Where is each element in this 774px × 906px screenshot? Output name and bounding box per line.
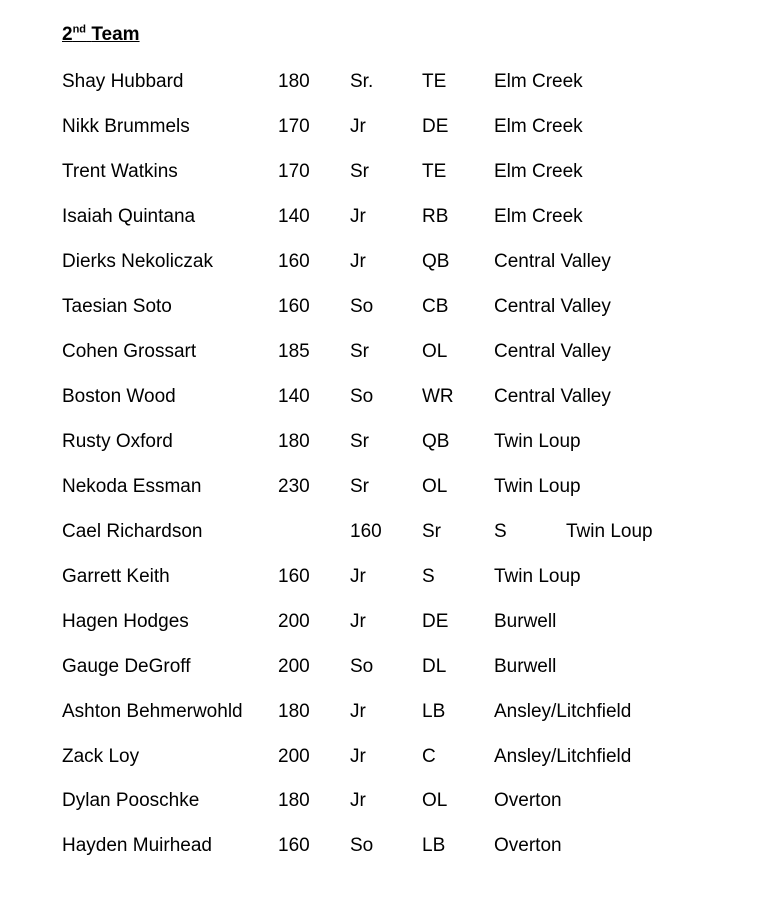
player-school: Elm Creek (494, 206, 583, 227)
player-weight: 170 (278, 116, 310, 137)
player-position: LB (422, 835, 446, 856)
player-row (62, 517, 762, 547)
player-name: Cael Richardson (62, 521, 203, 542)
player-weight: 160 (278, 835, 310, 856)
player-name: Taesian Soto (62, 296, 172, 317)
player-school: Overton (494, 835, 562, 856)
player-school: Ansley/Litchfield (494, 701, 632, 722)
player-school: Twin Loup (494, 566, 581, 587)
player-row (62, 157, 762, 187)
player-row (62, 652, 762, 682)
player-weight: 170 (278, 161, 310, 182)
player-school: Ansley/Litchfield (494, 746, 632, 767)
player-position: QB (422, 251, 450, 272)
player-school: Central Valley (494, 296, 611, 317)
player-position: S (422, 566, 435, 587)
player-name: Hagen Hodges (62, 611, 189, 632)
player-school: Elm Creek (494, 161, 583, 182)
player-position: OL (422, 790, 448, 811)
player-row (62, 831, 762, 861)
player-name: Cohen Grossart (62, 341, 197, 362)
player-weight: 160 (278, 251, 310, 272)
player-name: Dierks Nekoliczak (62, 251, 213, 272)
player-weight: 180 (278, 701, 310, 722)
player-position: QB (422, 431, 450, 452)
player-year: Sr (350, 476, 369, 497)
player-weight: 180 (278, 71, 310, 92)
heading-ordinal-suffix: nd (72, 23, 87, 36)
player-weight: 140 (278, 386, 310, 407)
player-year: Jr (350, 206, 366, 227)
player-row (62, 112, 762, 142)
player-row (62, 247, 762, 277)
player-weight: 185 (278, 341, 310, 362)
player-name: Trent Watkins (62, 161, 178, 182)
player-position: TE (422, 71, 447, 92)
player-weight: 180 (278, 790, 310, 811)
player-weight: 180 (278, 431, 310, 452)
player-position: TE (422, 161, 447, 182)
player-name: Isaiah Quintana (62, 206, 196, 227)
player-name: Garrett Keith (62, 566, 170, 587)
player-year: Jr (350, 566, 366, 587)
player-row (62, 742, 762, 772)
player-row (62, 786, 762, 816)
player-year: So (350, 386, 374, 407)
player-name: Ashton Behmerwohld (62, 701, 243, 722)
player-year: Jr (350, 746, 366, 767)
player-year: Jr (350, 116, 366, 137)
player-school: Twin Loup (494, 431, 581, 452)
player-weight: 200 (278, 611, 310, 632)
player-name: Gauge DeGroff (62, 656, 191, 677)
player-weight: 200 (278, 746, 310, 767)
player-school: Elm Creek (494, 116, 583, 137)
player-year: Jr (350, 251, 366, 272)
heading-label: Team (91, 24, 140, 45)
player-year: Jr (350, 701, 366, 722)
player-position: DE (422, 611, 449, 632)
player-row (62, 427, 762, 457)
player-school: Twin Loup (566, 521, 653, 542)
player-weight: 230 (278, 476, 310, 497)
player-position: WR (422, 386, 454, 407)
player-row (62, 382, 762, 412)
player-year: So (350, 835, 374, 856)
player-school: Burwell (494, 656, 557, 677)
player-position: DE (422, 116, 449, 137)
heading-ordinal: 2 (62, 24, 73, 45)
player-row (62, 292, 762, 322)
player-name: Nikk Brummels (62, 116, 190, 137)
player-weight: 160 (278, 296, 310, 317)
player-weight: 140 (278, 206, 310, 227)
player-school: Overton (494, 790, 562, 811)
player-row (62, 607, 762, 637)
player-school: Twin Loup (494, 476, 581, 497)
player-school: Central Valley (494, 341, 611, 362)
player-year: So (350, 656, 374, 677)
player-name: Shay Hubbard (62, 71, 184, 92)
player-position: OL (422, 476, 448, 497)
player-position: S (494, 521, 507, 542)
player-row (62, 472, 762, 502)
player-school: Burwell (494, 611, 557, 632)
player-name: Nekoda Essman (62, 476, 202, 497)
player-name: Zack Loy (62, 746, 140, 767)
player-name: Rusty Oxford (62, 431, 173, 452)
player-year: Jr (350, 611, 366, 632)
player-position: CB (422, 296, 449, 317)
player-year: Jr (350, 790, 366, 811)
roster-list (62, 0, 762, 906)
player-weight: 160 (350, 521, 382, 542)
player-position: RB (422, 206, 449, 227)
player-position: C (422, 746, 436, 767)
player-position: LB (422, 701, 446, 722)
player-name: Hayden Muirhead (62, 835, 212, 856)
player-row (62, 562, 762, 592)
player-weight: 200 (278, 656, 310, 677)
player-year: So (350, 296, 374, 317)
player-year: Sr (350, 161, 369, 182)
player-year: Sr (350, 341, 369, 362)
player-year: Sr (350, 431, 369, 452)
player-name: Boston Wood (62, 386, 176, 407)
player-name: Dylan Pooschke (62, 790, 200, 811)
player-row (62, 697, 762, 727)
player-row (62, 67, 762, 97)
player-position: DL (422, 656, 447, 677)
player-year: Sr (422, 521, 441, 542)
player-weight: 160 (278, 566, 310, 587)
player-year: Sr. (350, 71, 374, 92)
player-school: Central Valley (494, 386, 611, 407)
player-school: Elm Creek (494, 71, 583, 92)
player-school: Central Valley (494, 251, 611, 272)
player-row (62, 337, 762, 367)
player-position: OL (422, 341, 448, 362)
player-row (62, 202, 762, 232)
